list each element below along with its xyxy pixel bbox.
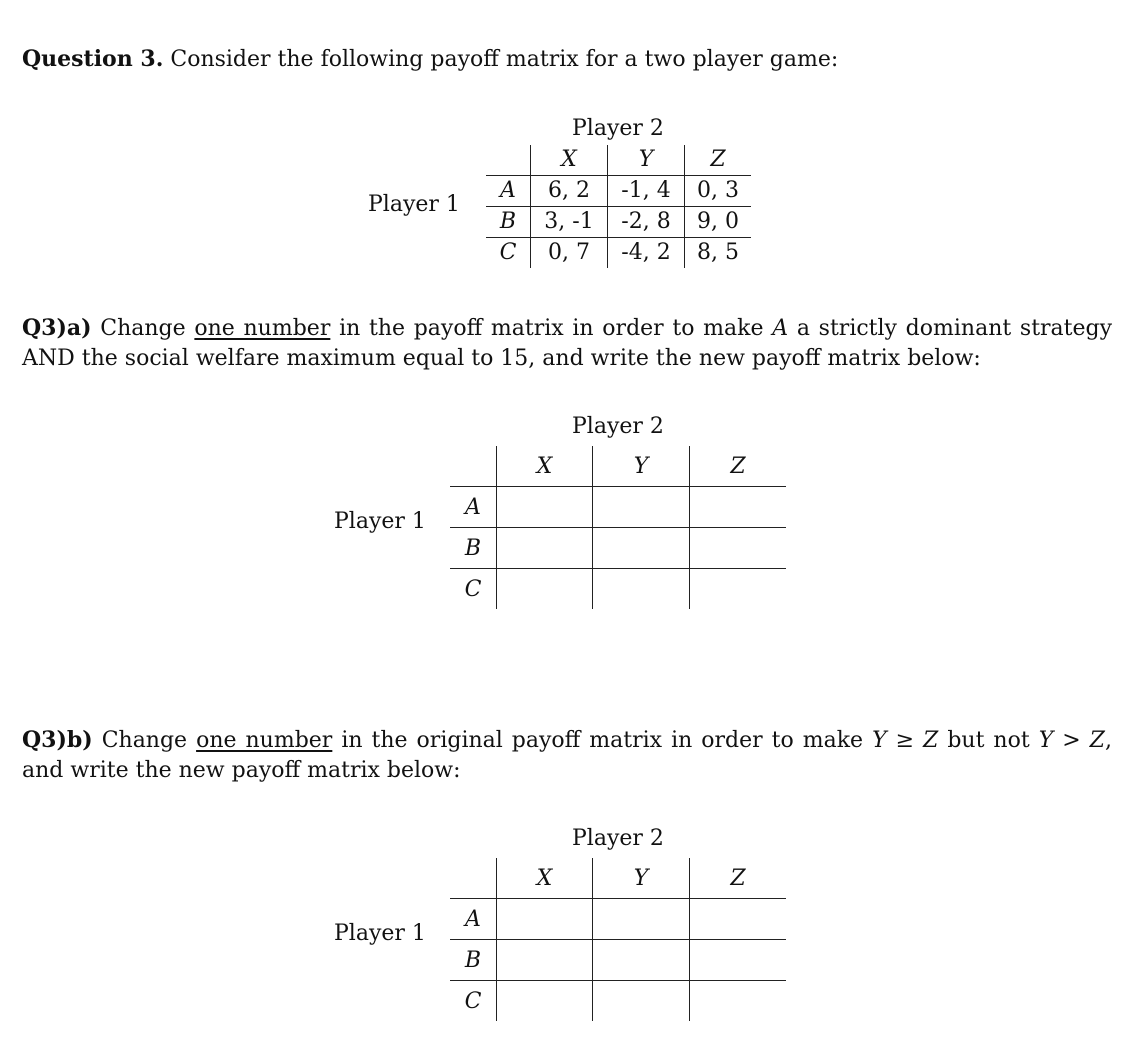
q3b-player1-label: Player 1	[334, 921, 426, 946]
q3b-cond1-right: Z	[923, 728, 939, 753]
q3a-prompt	[22, 313, 1112, 374]
answer-cell-c-y[interactable]	[593, 569, 690, 610]
cell-b-y: -2, 8	[608, 207, 685, 238]
corner-cell	[486, 145, 531, 176]
row-header-b: B	[450, 940, 497, 981]
col-header-y: Y	[593, 446, 690, 487]
corner-cell	[450, 446, 497, 487]
cell-a-y: -1, 4	[608, 176, 685, 207]
col-header-y: Y	[608, 145, 685, 176]
cell-b-x: 3, -1	[531, 207, 608, 238]
answer-cell-a-y[interactable]	[593, 487, 690, 528]
answer-cell-b-y[interactable]	[593, 940, 690, 981]
cell-c-z: 8, 5	[697, 240, 739, 265]
q3b-text-before: Change	[101, 728, 188, 753]
q3b-text-after: , and write the new payoff matrix below:	[22, 728, 1112, 783]
q3a-var: A	[772, 316, 789, 341]
col-header-z: Z	[690, 858, 787, 899]
answer-cell-c-x[interactable]	[497, 569, 593, 610]
row-header-c: C	[450, 981, 497, 1022]
q3a-underlined: one number	[194, 316, 331, 341]
q3a-text-after: a strictly dominant strategy AND the social welfare maximum equal to 15, and write the new payoff matrix below:	[22, 316, 1113, 371]
q3b-player2-label: Player 2	[572, 826, 664, 851]
question-intro	[22, 44, 1112, 75]
q3b-label: Q3)b)	[22, 727, 93, 753]
answer-cell-a-x[interactable]	[497, 899, 593, 940]
col-header-x: X	[497, 446, 593, 487]
col-header-x: X	[497, 858, 593, 899]
q3b-cond1-left: Y	[872, 728, 887, 753]
col-header-y: Y	[593, 858, 690, 899]
cell-a-z: 0, 3	[685, 176, 752, 207]
row-header-a: A	[450, 899, 497, 940]
answer-cell-b-y[interactable]	[593, 528, 690, 569]
q3a-text-mid: in the payoff matrix in order to make	[339, 316, 764, 341]
answer-cell-a-z[interactable]	[690, 899, 787, 940]
q3b-cond2-op: >	[1062, 728, 1081, 753]
answer-cell-c-z[interactable]	[690, 981, 787, 1022]
answer-cell-b-z[interactable]	[690, 528, 787, 569]
row-header-b: B	[486, 207, 531, 238]
corner-cell	[450, 858, 497, 899]
q3a-text-before: Change	[100, 316, 186, 341]
answer-cell-c-y[interactable]	[593, 981, 690, 1022]
answer-cell-a-z[interactable]	[690, 487, 787, 528]
row-header-b: B	[450, 528, 497, 569]
answer-cell-c-x[interactable]	[497, 981, 593, 1022]
answer-cell-a-y[interactable]	[593, 899, 690, 940]
answer-cell-c-z[interactable]	[690, 569, 787, 610]
row-header-a: A	[486, 176, 531, 207]
q3b-answer-matrix	[450, 858, 786, 1021]
q3b-cond2-right: Z	[1089, 728, 1105, 753]
q3a-player2-label: Player 2	[572, 414, 664, 439]
q3b-underlined: one number	[196, 728, 333, 753]
answer-cell-b-x[interactable]	[497, 528, 593, 569]
question-label: Question 3.	[22, 46, 164, 72]
answer-cell-b-x[interactable]	[497, 940, 593, 981]
cell-b-z: 9, 0	[685, 207, 752, 238]
original-player2-label: Player 2	[572, 116, 664, 141]
original-payoff-matrix	[486, 145, 751, 268]
q3b-text-mid: in the original payoff matrix in order to make	[341, 728, 864, 753]
col-header-x: X	[531, 145, 608, 176]
cell-c-x: 0, 7	[531, 238, 608, 269]
col-header-z: Z	[685, 145, 752, 176]
row-header-a: A	[450, 487, 497, 528]
q3b-text-but: but not	[947, 728, 1030, 753]
original-player1-label: Player 1	[368, 192, 460, 217]
row-header-c: C	[450, 569, 497, 610]
cell-c-y: -4, 2	[608, 238, 685, 269]
question-text: Consider the following payoff matrix for a two player game:	[170, 47, 839, 72]
col-header-z: Z	[690, 446, 787, 487]
q3a-label: Q3)a)	[22, 315, 92, 341]
answer-cell-a-x[interactable]	[497, 487, 593, 528]
row-header-c: C	[486, 238, 531, 269]
q3b-prompt	[22, 725, 1112, 786]
q3b-cond1-op: ≥	[895, 728, 915, 753]
q3a-answer-matrix	[450, 446, 786, 609]
cell-a-x: 6, 2	[531, 176, 608, 207]
q3a-player1-label: Player 1	[334, 509, 426, 534]
answer-cell-b-z[interactable]	[690, 940, 787, 981]
q3b-cond2-left: Y	[1038, 728, 1054, 753]
